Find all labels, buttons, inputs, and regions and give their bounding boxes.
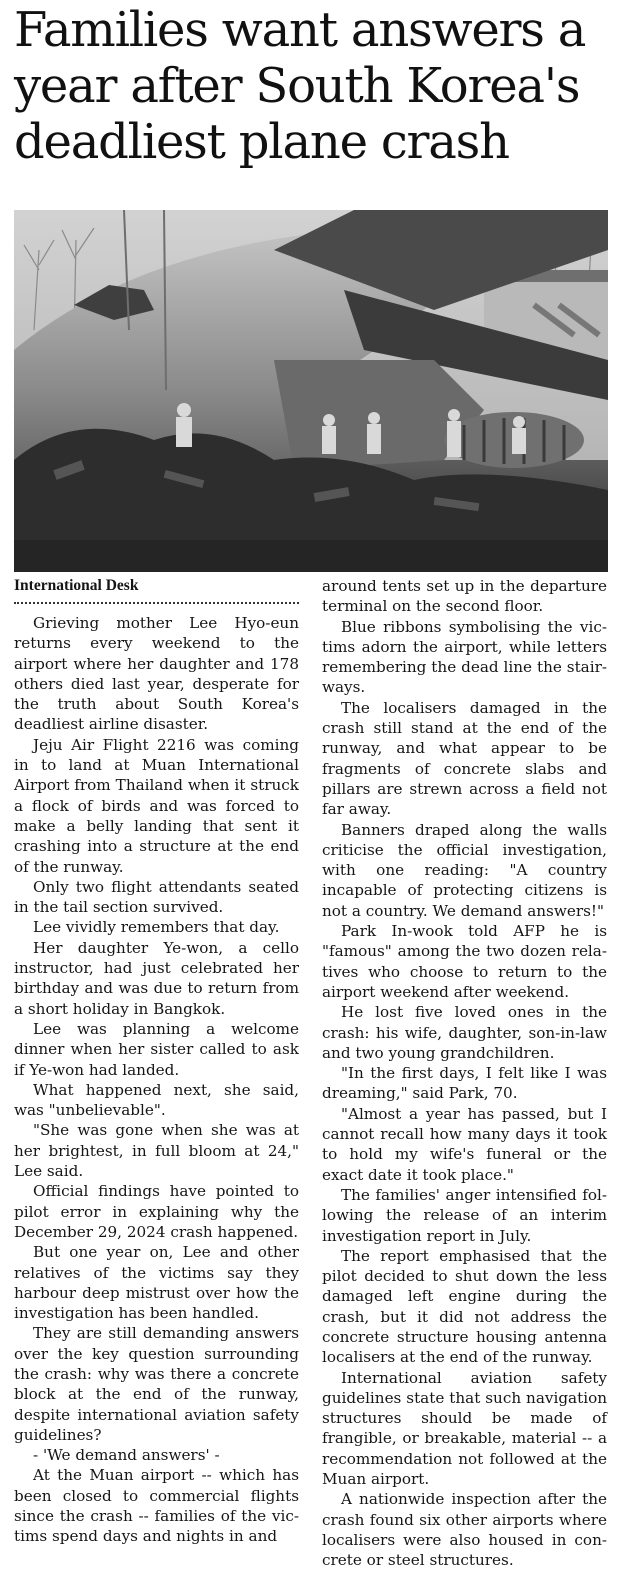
paragraph: "Almost a year has passed, but I cannot recall how many days it took to hold my wife's funeral or the exact date it took place." <box>322 1104 607 1184</box>
paragraph: "She was gone when she was at her brightest, in full bloom at 24," Lee said. <box>14 1121 299 1181</box>
paragraph: Banners draped along the walls criticise the official investigation, with one reading: "A country incapable of protecting citizens is not a country. We demand answers!" <box>322 820 607 920</box>
paragraph: At the Muan airport -- which has been closed to commercial flights since the crash -- families of the victims spend days and nights in and <box>14 1466 299 1546</box>
paragraph: They are still demanding answers over the key question surrounding the crash: why was there a concrete block at the end of the runway, despite international aviation safety guidelines? <box>14 1324 299 1444</box>
paragraph: "In the first days, I felt like I was dreaming," said Park, 70. <box>322 1064 607 1103</box>
paragraph: The report emphasised that the pilot decided to shut down the less damaged left engine during the crash, but it did not address the concrete structure housing antenna localisers at the end of the runway. <box>322 1246 607 1367</box>
paragraph: He lost five loved ones in the crash: his wife, daughter, son-in-law and two young grandchildren. <box>322 1003 607 1062</box>
paragraph: Lee vividly remembers that day. <box>33 918 280 937</box>
paragraph: Jeju Air Flight 2216 was coming in to land at Muan International Airport from Thailand when it struck a flock of birds and was forced to make a belly landing that sent it crashing into a structure at the end of the runway. <box>14 735 299 876</box>
headline: Families want answers a year after South Korea's deadliest plane crash <box>14 2 586 170</box>
paragraph: around tents set up in the departure terminal on the second floor. <box>322 577 607 616</box>
paragraph: Her daughter Ye-won, a cello instructor, had just celebrated her birthday and was due to return from a short holiday in Bangkok. <box>14 938 299 1018</box>
plane-crash-photo <box>14 210 608 572</box>
paragraph: The families' anger intensified following the release of an interim investigation report in July. <box>322 1185 607 1245</box>
paragraph: Blue ribbons symbolising the victims adorn the airport, while letters remembering the dead line the stairways. <box>322 617 607 697</box>
paragraph: Grieving mother Lee Hyo-eun returns every weekend to the airport where her daughter and 178 others died last year, desperate for the truth about South Korea's deadliest airline disaster. <box>14 614 299 734</box>
paragraph: The localisers damaged in the crash still stand at the end of the runway, and what appear to be fragments of concrete slabs and pillars are strewn across a field not far away. <box>322 698 607 819</box>
paragraph: A nationwide inspection after the crash found six other airports where localisers were also housed in concrete or steel structures. <box>322 1490 607 1570</box>
paragraph: International aviation safety guidelines state that such navigation structures should be made of frangible, or breakable, material -- a recommendation not followed at the Muan airport. <box>322 1368 607 1489</box>
article-column-right <box>322 576 607 1571</box>
subheading: - 'We demand answers' - <box>33 1446 220 1465</box>
byline: International Desk <box>14 576 299 604</box>
plane-crash-photo-icon <box>14 210 608 572</box>
paragraph: But one year on, Lee and other relatives of the victims say they harbour deep mistrust over how the investigation has been handled. <box>14 1243 299 1323</box>
paragraph: Park In-wook told AFP he is "famous" among the two dozen relatives who choose to return to the airport weekend after weekend. <box>322 922 607 1001</box>
paragraph: Official findings have pointed to pilot error in explaining why the December 29, 2024 crash happened. <box>14 1182 299 1241</box>
article-column-left <box>14 576 299 1547</box>
paragraph: Only two flight attendants seated in the tail section survived. <box>14 877 299 917</box>
paragraph: What happened next, she said, was "unbelievable". <box>14 1080 299 1120</box>
paragraph: Lee was planning a welcome dinner when her sister called to ask if Ye-won had landed. <box>14 1019 299 1079</box>
